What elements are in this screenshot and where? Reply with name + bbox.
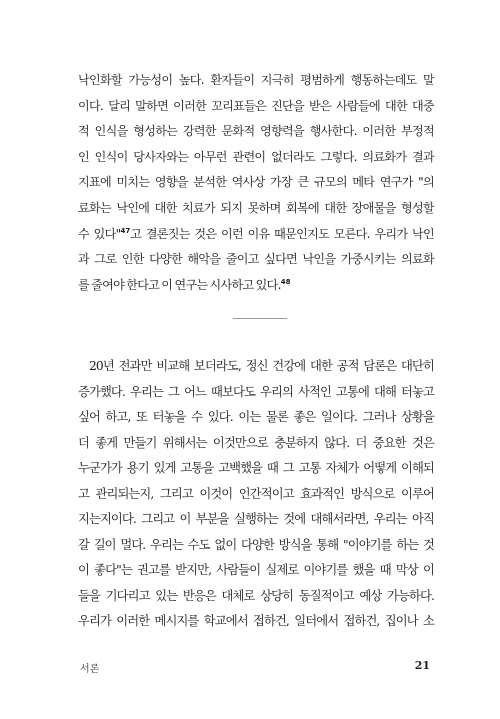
text-line: 낙인화할 가능성이 높다. 환자들이 지극히 평범하게 행동하는데도 말 (78, 73, 434, 87)
text-line: 누군가가 용기 있게 고통을 고백했을 때 그 고통 자체가 어떻게 이해되 (78, 461, 434, 475)
text-line: 지는지이다. 그리고 이 부분을 실행하는 것에 대해서라면, 우리는 아직 (78, 512, 434, 526)
text-fragment: 고 결론짓는 것은 이런 이유 때문인지도 모른다. 우리가 낙인 (130, 226, 434, 241)
text-line: 들을 기다리고 있는 반응은 대체로 상당히 동질적이고 예상 가능하다. (78, 588, 434, 603)
text-line: 인 인식이 당사자와는 아무런 관련이 없더라도 그렇다. 의료화가 결과 (78, 149, 434, 164)
text-line: 고 관리되는지, 그리고 이것이 인간적이고 효과적인 방식으로 이루어 (78, 486, 434, 501)
text-line (78, 273, 434, 299)
text-line: 싶어 하고, 또 터놓을 수 있다. 이는 물론 좋은 일이다. 그러나 상황을 (78, 410, 434, 424)
footnote-marker-47: 47 (120, 226, 131, 235)
text-line (78, 222, 434, 248)
text-line: 20년 전과만 비교해 보더라도, 정신 건강에 대한 공적 담론은 대단히 (89, 359, 434, 373)
page-number: 21 (414, 659, 430, 672)
text-fragment: 를 줄여야 한다고 이 연구는 시사하고 있다. (78, 277, 281, 292)
text-line: 갈 길이 멀다. 우리는 수도 없이 다양한 방식을 통해 "이야기를 하는 것 (78, 537, 434, 552)
text-line: 과 그로 인한 다양한 해악을 줄이고 싶다면 낙인을 가중시키는 의료화 (78, 252, 434, 267)
paragraph-2 (78, 354, 434, 635)
text-line: 지표에 미치는 영향을 분석한 역사상 가장 큰 규모의 메타 연구가 "의 (78, 175, 434, 190)
text-line: 이다. 달리 말하면 이러한 꼬리표들은 진단을 받은 사람들에 대한 대중 (78, 98, 434, 113)
text-fragment: 수 있다" (78, 226, 121, 241)
section-divider (233, 318, 287, 319)
running-footer-section: 서론 (80, 664, 100, 675)
footnote-marker-48: 48 (280, 277, 291, 286)
text-line: 이 좋다"는 권고를 받지만, 사람들이 실제로 이야기를 했을 때 막상 이 (78, 563, 434, 577)
text-line: 더 좋게 만들기 위해서는 이것만으로 충분하지 않다. 더 중요한 것은 (78, 435, 434, 450)
text-line: 료화는 낙인에 대한 치료가 되지 못하며 회복에 대한 장애물을 형성할 (78, 200, 434, 215)
text-line: 적 인식을 형성하는 강력한 문화적 영향력을 행사한다. 이러한 부정적 (78, 124, 434, 139)
text-line: 우리가 이러한 메시지를 학교에서 접하건, 일터에서 접하건, 집이나 소 (78, 614, 434, 628)
text-line: 증가했다. 우리는 그 어느 때보다도 우리의 사적인 고통에 대해 터놓고 (78, 384, 434, 399)
paragraph-1 (78, 68, 434, 298)
